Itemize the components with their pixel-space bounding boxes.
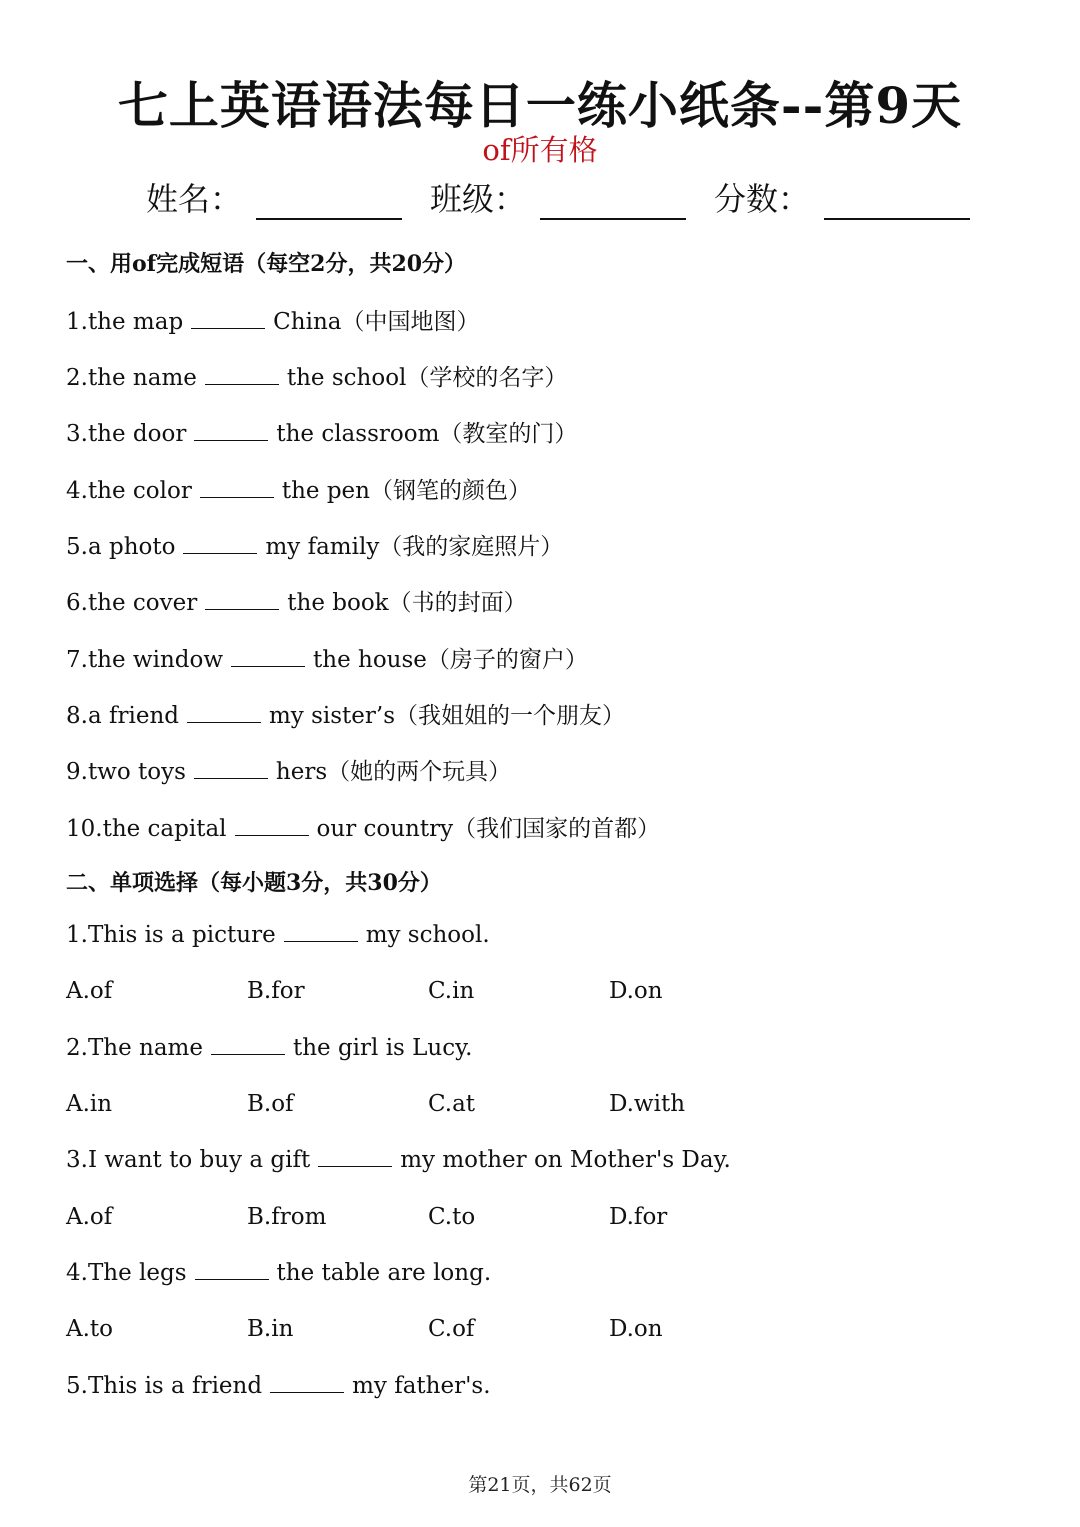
- class-label: 班级：: [430, 180, 527, 218]
- phrase-item: [66, 528, 563, 561]
- option-d[interactable]: D.with: [609, 1091, 686, 1117]
- question-suffix: my father's.: [352, 1373, 491, 1399]
- answer-blank[interactable]: [284, 923, 358, 942]
- name-label: 姓名：: [146, 180, 243, 218]
- page-number: 第21页，共62页: [468, 1474, 612, 1496]
- phrase-suffix: China（中国地图）: [273, 309, 480, 335]
- phrase-item: [66, 753, 511, 786]
- question-prefix: 3.I want to buy a gift: [66, 1147, 311, 1173]
- question-stem: [66, 922, 490, 948]
- phrase-prefix: 10.the capital: [66, 816, 227, 842]
- phrase-item: [66, 359, 567, 392]
- question-suffix: the table are long.: [276, 1260, 492, 1286]
- answer-blank[interactable]: [205, 366, 279, 385]
- question-prefix: 4.The legs: [66, 1260, 187, 1286]
- answer-blank[interactable]: [194, 422, 268, 441]
- answer-blank[interactable]: [195, 1261, 269, 1280]
- answer-blank[interactable]: [187, 704, 261, 723]
- phrase-prefix: 5.a photo: [66, 534, 176, 560]
- student-info-row: [146, 174, 998, 220]
- option-a[interactable]: A.of: [66, 978, 113, 1004]
- answer-blank[interactable]: [211, 1036, 285, 1055]
- phrase-suffix: hers（她的两个玩具）: [275, 759, 512, 785]
- score-blank[interactable]: [824, 186, 970, 220]
- page-subtitle: of所有格: [482, 133, 598, 167]
- answer-blank[interactable]: [194, 760, 268, 779]
- name-blank[interactable]: [256, 186, 402, 220]
- question-suffix: the girl is Lucy.: [292, 1035, 473, 1061]
- phrase-item: [66, 810, 660, 843]
- option-b[interactable]: B.for: [247, 978, 305, 1004]
- answer-blank[interactable]: [200, 479, 274, 498]
- class-blank[interactable]: [540, 186, 686, 220]
- answer-blank[interactable]: [270, 1374, 344, 1393]
- question-prefix: 2.The name: [66, 1035, 203, 1061]
- answer-blank[interactable]: [205, 591, 279, 610]
- answer-blank[interactable]: [191, 310, 265, 329]
- question-stem: [66, 1260, 491, 1286]
- option-d[interactable]: D.on: [609, 1316, 663, 1342]
- option-a[interactable]: A.to: [66, 1316, 114, 1342]
- phrase-suffix: the book（书的封面）: [287, 590, 527, 616]
- option-a[interactable]: A.in: [66, 1091, 113, 1117]
- option-b[interactable]: B.from: [247, 1204, 327, 1230]
- phrase-suffix: the house（房子的窗户）: [313, 647, 588, 673]
- phrase-suffix: the pen（钢笔的颜色）: [281, 478, 531, 504]
- phrase-prefix: 4.the color: [66, 478, 192, 504]
- option-d[interactable]: D.on: [609, 978, 663, 1004]
- score-label: 分数：: [714, 180, 811, 218]
- name-field: [146, 174, 402, 220]
- option-b[interactable]: B.in: [247, 1316, 294, 1342]
- page-title: 七上英语语法每日一练小纸条--第9天: [117, 76, 963, 135]
- phrase-item: [66, 472, 531, 505]
- score-field: [714, 174, 970, 220]
- option-a[interactable]: A.of: [66, 1204, 113, 1230]
- section-1-heading: 一、用of完成短语（每空2分，共20分）: [66, 251, 467, 277]
- phrase-prefix: 9.two toys: [66, 759, 186, 785]
- phrase-prefix: 8.a friend: [66, 703, 179, 729]
- question-stem: [66, 1035, 472, 1061]
- answer-blank[interactable]: [235, 817, 309, 836]
- option-c[interactable]: C.to: [428, 1204, 476, 1230]
- question-prefix: 1.This is a picture: [66, 922, 276, 948]
- option-b[interactable]: B.of: [247, 1091, 294, 1117]
- phrase-suffix: our country（我们国家的首都）: [316, 816, 661, 842]
- phrase-item: [66, 641, 588, 674]
- phrase-prefix: 7.the window: [66, 647, 224, 673]
- question-suffix: my mother on Mother's Day.: [400, 1147, 731, 1173]
- phrase-prefix: 2.the name: [66, 365, 197, 391]
- answer-blank[interactable]: [231, 648, 305, 667]
- phrase-suffix: my sister’s（我姐姐的一个朋友）: [268, 703, 626, 729]
- question-stem: [66, 1373, 491, 1399]
- option-d[interactable]: D.for: [609, 1204, 668, 1230]
- class-field: [430, 174, 686, 220]
- phrase-prefix: 6.the cover: [66, 590, 198, 616]
- option-c[interactable]: C.at: [428, 1091, 476, 1117]
- phrase-suffix: the classroom（教室的门）: [276, 421, 578, 447]
- option-c[interactable]: C.of: [428, 1316, 475, 1342]
- section-2-heading: 二、单项选择（每小题3分，共30分）: [66, 870, 442, 896]
- phrase-item: [66, 303, 479, 336]
- phrase-prefix: 3.the door: [66, 421, 187, 447]
- option-c[interactable]: C.in: [428, 978, 475, 1004]
- phrase-suffix: the school（学校的名字）: [286, 365, 568, 391]
- question-prefix: 5.This is a friend: [66, 1373, 263, 1399]
- phrase-item: [66, 584, 527, 617]
- phrase-prefix: 1.the map: [66, 309, 184, 335]
- answer-blank[interactable]: [318, 1148, 392, 1167]
- phrase-suffix: my family（我的家庭照片）: [265, 534, 564, 560]
- answer-blank[interactable]: [183, 535, 257, 554]
- question-stem: [66, 1147, 731, 1173]
- question-suffix: my school.: [365, 922, 490, 948]
- phrase-item: [66, 697, 625, 730]
- phrase-item: [66, 415, 577, 448]
